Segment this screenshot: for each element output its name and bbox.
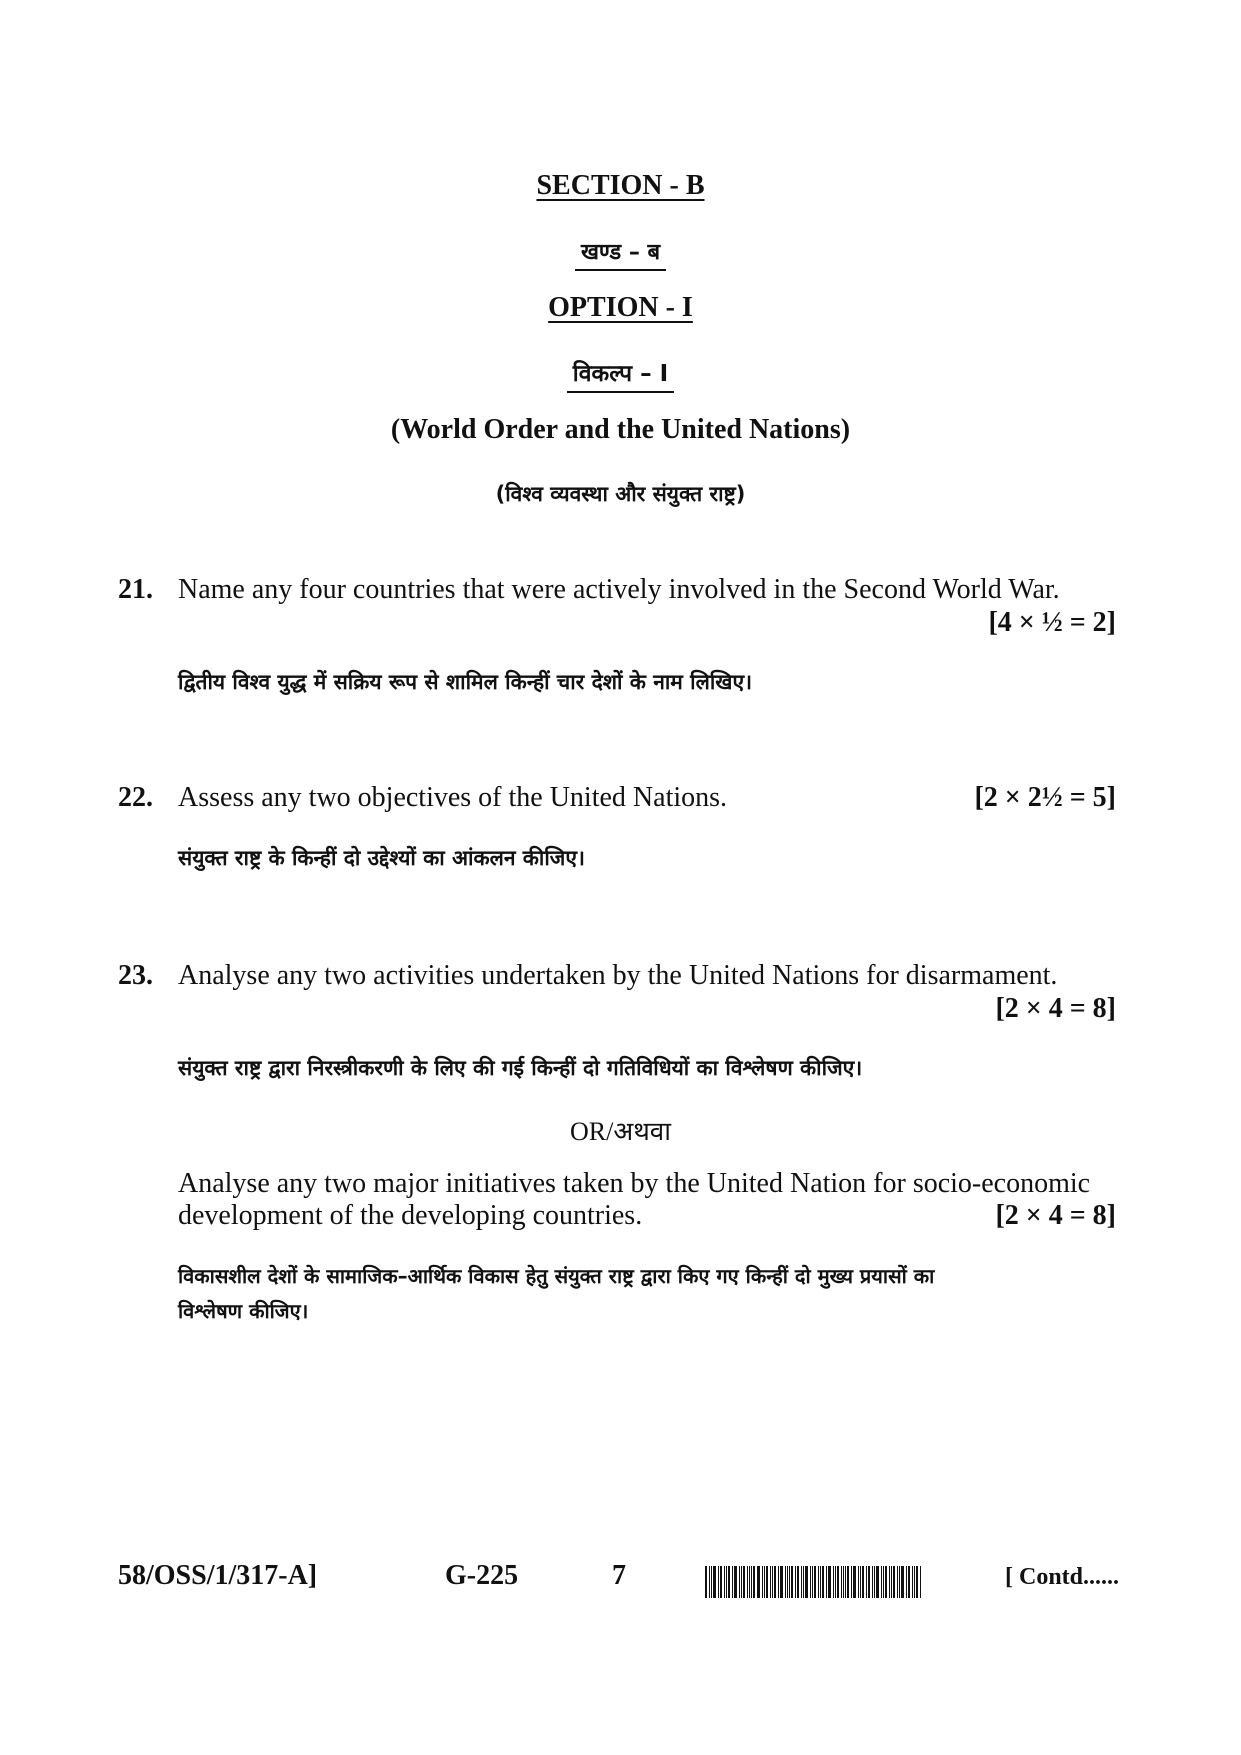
barcode-stripe	[741, 1566, 742, 1598]
question-marks: [2 × 4 = 8]	[995, 993, 1116, 1024]
barcode-stripe	[866, 1566, 867, 1598]
barcode-stripe	[734, 1566, 737, 1598]
barcode-stripe	[810, 1566, 811, 1598]
barcode-stripe	[906, 1566, 907, 1598]
series-code: G-225	[445, 1560, 519, 1591]
barcode-stripe	[770, 1566, 771, 1598]
alt-question-marks: [2 × 4 = 8]	[995, 1200, 1116, 1231]
barcode-stripe	[787, 1566, 788, 1598]
barcode-stripe	[749, 1566, 750, 1598]
barcode-stripe	[724, 1566, 725, 1598]
barcode-stripe	[728, 1566, 730, 1598]
barcode-stripe	[920, 1566, 921, 1598]
section-title: SECTION - B	[536, 170, 705, 201]
question-number: 21.	[118, 574, 153, 605]
barcode-stripe	[803, 1566, 804, 1598]
barcode-stripe	[743, 1566, 745, 1598]
barcode-stripe	[732, 1566, 733, 1598]
topic-subtitle-hindi: (विश्व व्यवस्था और संयुक्त राष्ट्र)	[495, 482, 746, 506]
barcode-stripe	[762, 1566, 763, 1598]
question-text: Assess any two objectives of the United Nations.	[178, 782, 728, 813]
barcode-stripe	[747, 1566, 748, 1598]
barcode-stripe	[912, 1566, 913, 1598]
barcode-stripe	[820, 1566, 821, 1598]
barcode-stripe	[826, 1566, 827, 1598]
barcode-stripe	[705, 1566, 707, 1598]
barcode-stripe	[711, 1566, 712, 1598]
alt-question-text-line1: Analyse any two major initiatives taken by the United Nation for socio-economic	[178, 1168, 1091, 1199]
barcode-stripe	[713, 1566, 716, 1598]
barcode-stripe	[780, 1566, 783, 1598]
barcode-stripe	[851, 1566, 852, 1598]
question-text: Analyse any two activities undertaken by the United Nations for disarmament.	[178, 960, 1058, 991]
question-marks: [2 × 2½ = 5]	[974, 782, 1116, 813]
barcode-stripe	[739, 1566, 740, 1598]
barcode-stripe	[860, 1566, 861, 1598]
barcode-stripe	[814, 1566, 816, 1598]
barcode-stripe	[914, 1566, 915, 1598]
barcode-stripe	[818, 1566, 819, 1598]
barcode-stripe	[766, 1566, 768, 1598]
barcode-stripe	[720, 1566, 722, 1598]
barcode-stripe	[841, 1566, 842, 1598]
barcode-stripe	[757, 1566, 760, 1598]
barcode-stripe	[847, 1566, 849, 1598]
barcode-stripe	[789, 1566, 790, 1598]
barcode-stripe	[751, 1566, 752, 1598]
barcode-stripe	[801, 1566, 802, 1598]
barcode-stripe	[885, 1566, 887, 1598]
barcode-stripe	[893, 1566, 895, 1598]
barcode-stripe	[828, 1566, 831, 1598]
barcode-stripe	[833, 1566, 834, 1598]
barcode-stripe	[881, 1566, 882, 1598]
barcode-stripe	[718, 1566, 719, 1598]
barcode-stripe	[795, 1566, 796, 1598]
barcode	[705, 1566, 975, 1598]
barcode-stripe	[916, 1566, 918, 1598]
question-text: Name any four countries that were actively involved in the Second World War.	[178, 574, 1060, 605]
option-title: OPTION - I	[548, 292, 693, 323]
barcode-stripe	[753, 1566, 755, 1598]
question-number: 23.	[118, 960, 153, 991]
barcode-stripe	[868, 1566, 870, 1598]
page-number: 7	[612, 1560, 626, 1591]
barcode-stripe	[726, 1566, 727, 1598]
option-title-hindi: विकल्प – I	[567, 356, 674, 393]
barcode-stripe	[845, 1566, 846, 1598]
barcode-stripe	[812, 1566, 813, 1598]
continued-label: [ Contd......	[1005, 1564, 1120, 1590]
question-text-hindi: संयुक्त राष्ट्र के किन्हीं दो उद्देश्यों का आंकलन कीजिए।	[178, 846, 585, 870]
barcode-stripe	[709, 1566, 710, 1598]
barcode-stripe	[791, 1566, 793, 1598]
question-text-hindi: द्वितीय विश्व युद्ध में सक्रिय रूप से शामिल किन्हीं चार देशों के नाम लिखिए।	[178, 670, 753, 694]
barcode-stripe	[774, 1566, 776, 1598]
paper-code: 58/OSS/1/317-A]	[118, 1560, 318, 1591]
barcode-stripe	[835, 1566, 836, 1598]
barcode-stripe	[772, 1566, 773, 1598]
barcode-stripe	[778, 1566, 779, 1598]
barcode-stripe	[883, 1566, 884, 1598]
barcode-stripe	[858, 1566, 859, 1598]
section-title-hindi: खण्ड – ब	[575, 236, 666, 271]
topic-subtitle: (World Order and the United Nations)	[390, 414, 851, 445]
or-label: OR/अथवा	[569, 1117, 671, 1146]
barcode-stripe	[862, 1566, 864, 1598]
barcode-stripe	[805, 1566, 808, 1598]
barcode-stripe	[837, 1566, 839, 1598]
barcode-stripe	[797, 1566, 799, 1598]
barcode-stripe	[853, 1566, 856, 1598]
barcode-stripe	[764, 1566, 765, 1598]
barcode-stripe	[897, 1566, 898, 1598]
question-text-hindi: संयुक्त राष्ट्र द्वारा निरस्त्रीकरणी के लिए की गई किन्हीं दो गतिविधियों का विश्लेषण कीजिए।	[178, 1056, 863, 1080]
barcode-stripe	[872, 1566, 873, 1598]
barcode-stripe	[876, 1566, 879, 1598]
barcode-stripe	[785, 1566, 786, 1598]
question-number: 22.	[118, 782, 153, 813]
barcode-stripe	[822, 1566, 824, 1598]
question-marks: [4 × ½ = 2]	[988, 607, 1116, 638]
barcode-stripe	[901, 1566, 904, 1598]
barcode-stripe	[889, 1566, 890, 1598]
barcode-stripe	[874, 1566, 875, 1598]
alt-question-text-line2: development of the developing countries.	[178, 1200, 643, 1231]
alt-question-hindi-line1: विकासशील देशों के सामाजिक–आर्थिक विकास हेतु संयुक्त राष्ट्र द्वारा किए गए किन्हीं दो मुख्य प्रयासों का	[178, 1264, 935, 1288]
barcode-stripe	[843, 1566, 844, 1598]
barcode-stripe	[899, 1566, 900, 1598]
alt-question-hindi-line2: विश्लेषण कीजिए।	[178, 1299, 309, 1323]
barcode-stripe	[891, 1566, 892, 1598]
barcode-stripe	[908, 1566, 910, 1598]
